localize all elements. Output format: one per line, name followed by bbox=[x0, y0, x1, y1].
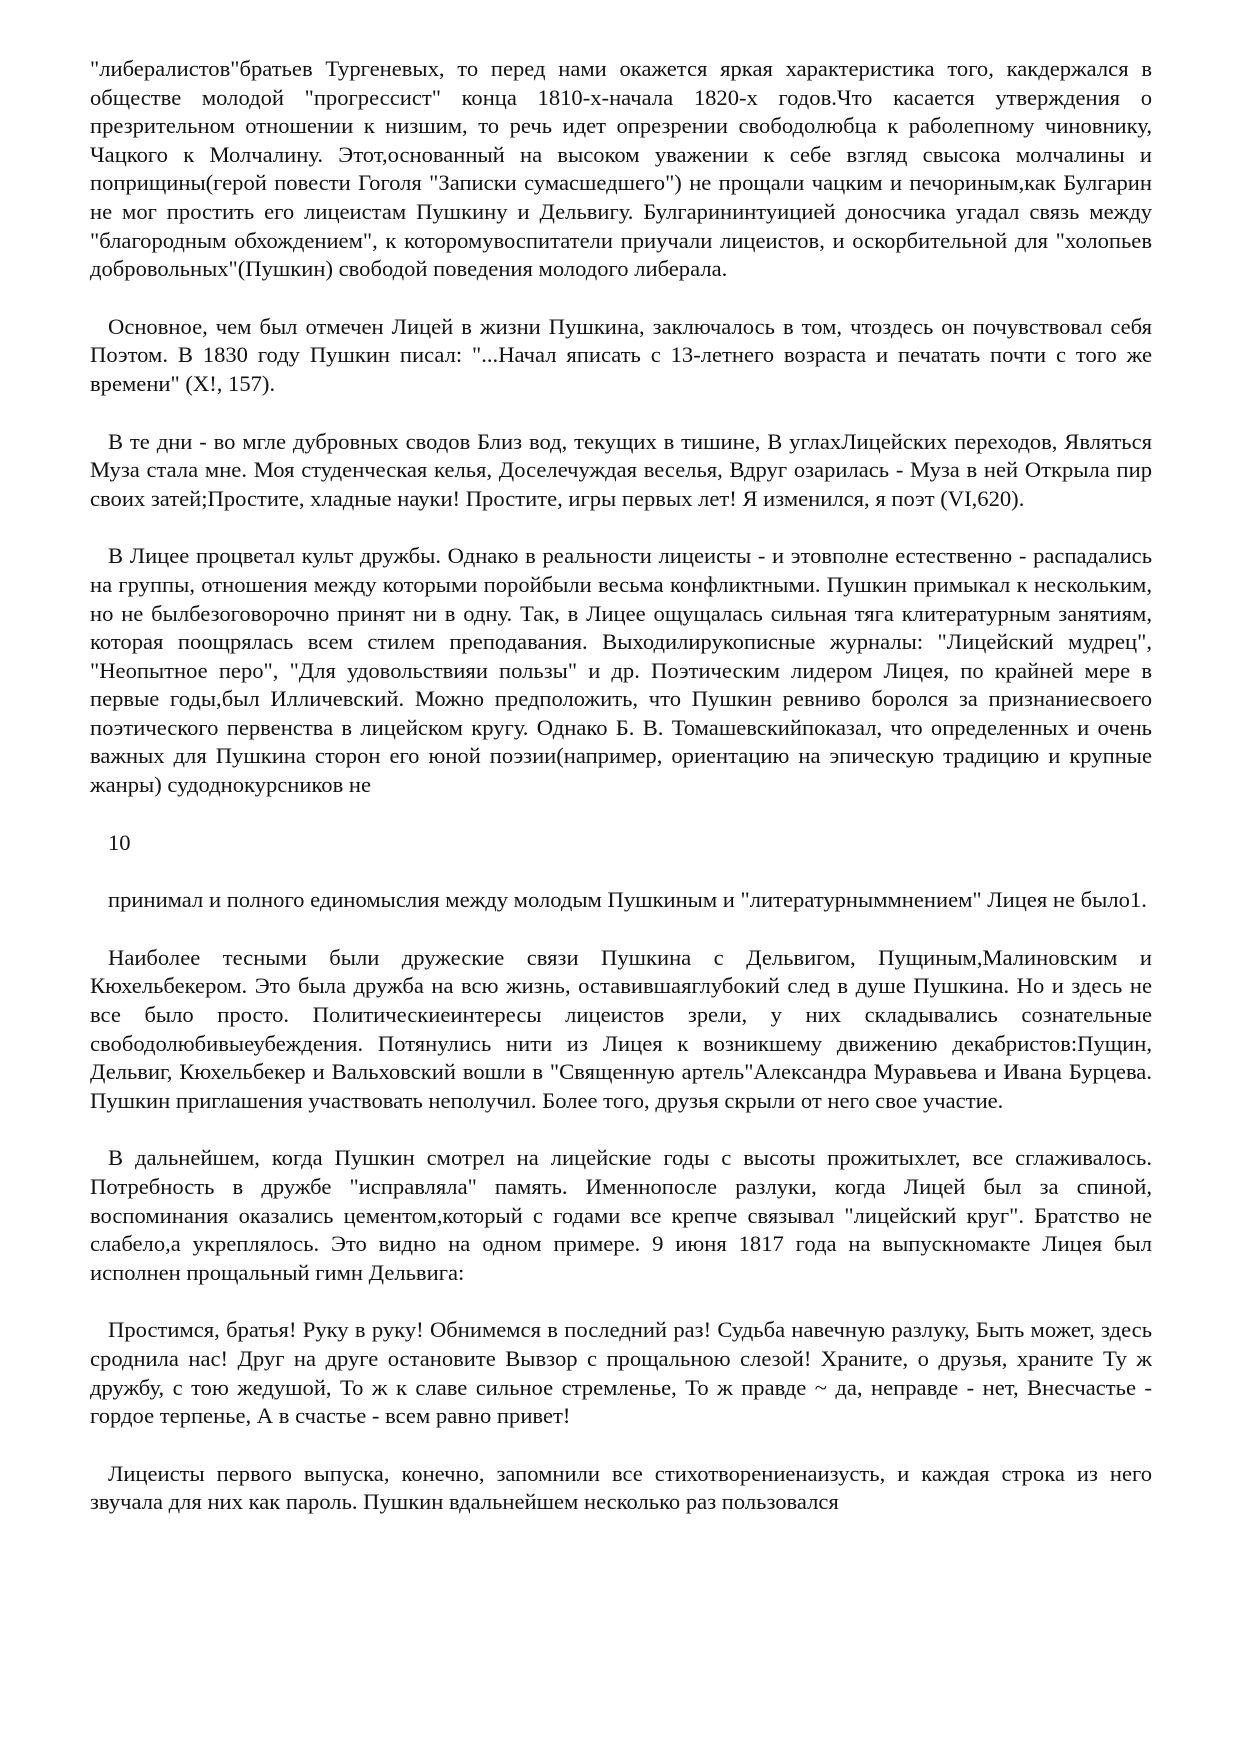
paragraph-delvig-hymn: Простимся, братья! Руку в руку! Обнимемся в последний раз! Судьба навечную разлуку, Быть может, здесь сроднила нас! Друг на друге остановите Вывзор с прощальною слезой! Храните, о друзья, храните Ту ж дружбу, с тою жедушой, То ж к славе сильное стремленье, То ж правде ~ да, неправде - нет, Внесчастье - гордое терпенье, А в счастье - всем равно привет! bbox=[90, 1317, 1152, 1429]
paragraph-liberalists: "либералистов"братьев Тургеневых, то перед нами окажется яркая характеристика того, какдержался в обществе молодой "прогрессист" конца 1810-х-начала 1820-х годов.Что касается утверждения о презрительном отношении к низшим, то речь идет опрезрении свободолюбца к раболепному чиновнику, Чацкого к Молчалину. Этот,основанный на высоком уважении к себе взгляд свысока молчалины и поприщины(герой повести Гоголя "Записки сумасшедшего") не прощали чацким и печориным,как Булгарин не мог простить его лицеистам Пушкину и Дельвигу. Булгарининтуицией доносчика угадал связь между "благородным обхождением", к которомувоспитатели приучали лицеистов, и оскорбительной для "холопьев добровольных"(Пушкин) свободой поведения молодого либерала. bbox=[90, 56, 1152, 282]
paragraph-continuation: принимал и полного единомыслия между молодым Пушкиным и "литературныммнением" Лицея не было1. bbox=[108, 887, 1147, 913]
paragraph-poem-quote: В те дни - во мгле дубровных сводов Близ вод, текущих в тишине, В углахЛицейских переходов, Являться Муза стала мне. Моя студенческая келья, Доселечуждая веселья, Вдруг озарилась - Муза в ней Открыла пир своих затей;Простите, хладные науки! Простите, игры первых лет! Я изменился, я поэт (VI,620). bbox=[90, 428, 1152, 511]
paragraph-first-graduates: Лицеисты первого выпуска, конечно, запомнили все стихотворениенаизусть, и каждая строка из него звучала для них как пароль. Пушкин вдальнейшем несколько раз пользовался bbox=[90, 1460, 1152, 1515]
paragraph-memory: В дальнейшем, когда Пушкин смотрел на лицейские годы с высоты прожитыхлет, все сглаживалось. Потребность в дружбе "исправляла" память. Именнопосле разлуки, когда Лицей был за спиной, воспоминания оказались цементом,который с годами все крепче связывал "лицейский круг". Братство не слабело,а укреплялось. Это видно на одном примере. 9 июня 1817 года на выпускномакте Лицея был исполнен прощальный гимн Дельвига: bbox=[90, 1145, 1152, 1285]
page-number: 10 bbox=[108, 829, 131, 855]
paragraph-close-friends: Наиболее тесными были дружеские связи Пушкина с Дельвигом, Пущиным,Малиновским и Кюхельбекером. Это была дружба на всю жизнь, оставившаяглубокий след в душе Пушкина. Но и здесь не все было просто. Политическиеинтересы лицеистов зрели, у них складывались сознательные свободолюбивыеубеждения. Потянулись нити из Лицея к возникшему движению декабристов:Пущин, Дельвиг, Кюхельбекер и Вальховский вошли в "Священную артель"Александра Муравьева и Ивана Бурцева. Пушкин приглашения участвовать неполучил. Более того, друзья скрыли от него свое участие. bbox=[90, 944, 1152, 1113]
document-page bbox=[90, 55, 1152, 1546]
paragraph-lyceum-poet: Основное, чем был отмечен Лицей в жизни Пушкина, заключалось в том, чтоздесь он почувствовал себя Поэтом. В 1830 году Пушкин писал: "...Начал яписать с 13-летнего возраста и печатать почти с того же времени" (X!, 157). bbox=[90, 313, 1152, 396]
paragraph-friendship-cult: В Лицее процветал культ дружбы. Однако в реальности лицеисты - и этовполне естественно - распадались на группы, отношения между которыми поройбыли весьма конфликтными. Пушкин примыкал к нескольким, но не былбезоговорочно принят ни в одну. Так, в Лицее ощущалась сильная тяга клитературным занятиям, которая поощрялась всем стилем преподавания. Выходилирукописные журналы: "Лицейский мудрец", "Неопытное перо", "Для удовольствияи пользы" и др. Поэтическим лидером Лицея, по крайней мере в первые годы,был Илличевский. Можно предположить, что Пушкин ревниво боролся за признаниесвоего поэтического первенства в лицейском кругу. Однако Б. В. Томашевскийпоказал, что определенных и очень важных для Пушкина сторон его юной поэзии(например, ориентацию на эпическую традицию и крупные жанры) судоднокурсников не bbox=[90, 543, 1152, 798]
